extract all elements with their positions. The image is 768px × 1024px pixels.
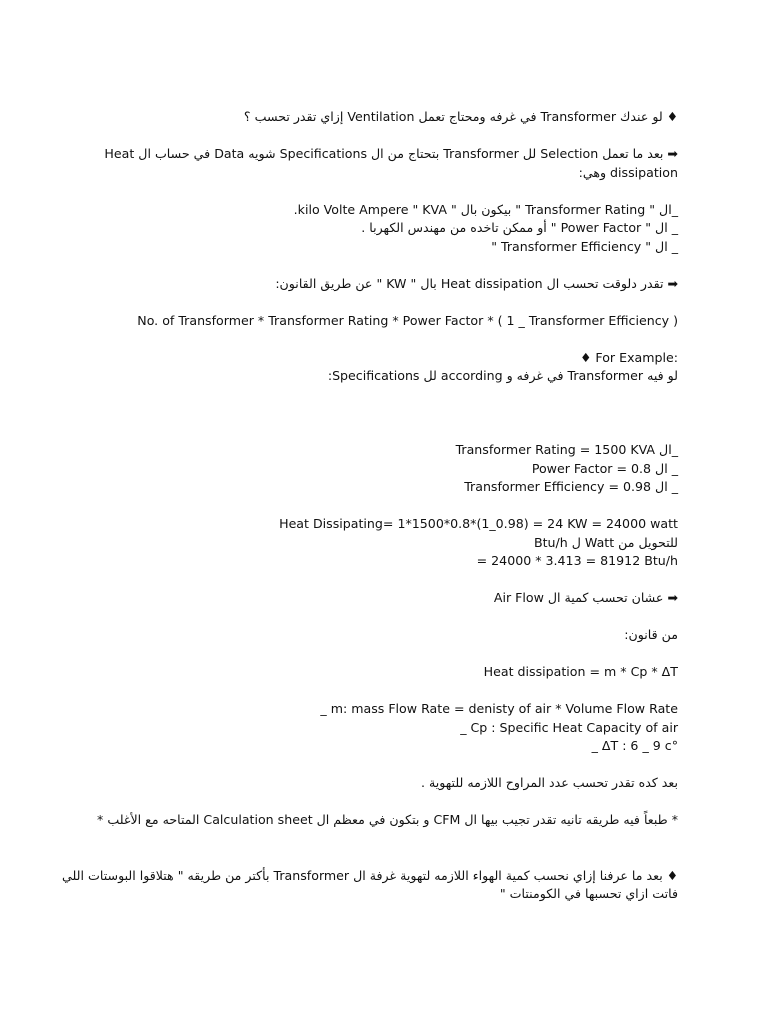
- question-line: ♦ لو عندك Transformer في غرفه ومحتاج تعمل Ventilation إزاي تقدر تحسب ؟: [243, 109, 678, 124]
- heat-dissipation-intro: ➡ تقدر دلوقت تحسب ال Heat dissipation بال " KW " عن طريق القانون:: [275, 275, 678, 291]
- definition-mass-flow: _ m: mass Flow Rate = denisty of air * Volume Flow Rate: [320, 701, 678, 716]
- bullet-transformer-rating: _ال " Transformer Rating " بيكون بال " kilo Volte Ampere " KVA.: [293, 201, 678, 217]
- heat-dissipating-calculation: Heat Dissipating= 1*1500*0.8*(1_0.98) = 24 KW = 24000 watt: [279, 516, 678, 531]
- airflow-formula: Heat dissipation = m * Cp * ΔT: [483, 664, 678, 679]
- definition-delta-t: _ ΔT : 6 _ 9 c°: [591, 738, 678, 753]
- example-power-factor-value: _ ال Power Factor = 0.8: [531, 460, 678, 476]
- from-law-label: من قانون:: [624, 627, 678, 642]
- document-body: [60, 108, 678, 904]
- btu-result: = 24000 * 3.413 = 81912 Btu/h: [476, 553, 678, 568]
- example-efficiency-value: _ ال Transformer Efficiency = 0.98: [464, 479, 678, 494]
- bullet-power-factor: _ ال " Power Factor " أو ممكن تاخده من مهندس الكهربا .: [361, 220, 678, 235]
- cfm-note: * طبعاً فيه طريقه تانيه تقدر تجيب بيها ال CFM و بتكون في معظم ال Calculation sheet المتاحه مع الأغلب *: [97, 812, 678, 827]
- selection-paragraph: ➡ بعد ما تعمل Selection لل Transformer بتحتاج من ال Specifications شويه Data في حساب ال Heat dissipation وهي:: [100, 146, 678, 180]
- example-description: لو فيه Transformer في غرفه و according لل Specifications:: [327, 368, 678, 383]
- heat-dissipation-formula: No. of Transformer * Transformer Rating * Power Factor * ( 1 _ Transformer Efficiency ): [137, 312, 678, 328]
- example-rating-value: _ال Transformer Rating = 1500 KVA: [455, 442, 678, 457]
- example-title: ♦ For Example:: [580, 349, 678, 365]
- definition-cp: _ Cp : Specific Heat Capacity of air: [460, 719, 678, 735]
- closing-paragraph: ♦ بعد ما عرفنا إزاي نحسب كمية الهواء اللازمه لتهوية غرفة ال Transformer بأكتر من طريقه " هتلاقوا البوستات اللي فاتت ازاي تحسبها في الكومنتات ": [58, 867, 678, 901]
- bullet-transformer-efficiency: _ ال " Transformer Efficiency ": [491, 238, 678, 254]
- unit-conversion-note: للتحويل من Watt ل Btu/h: [533, 534, 678, 550]
- fans-count-note: بعد كده تقدر تحسب عدد المراوح اللازمه للتهوية .: [420, 775, 678, 790]
- air-flow-heading: ➡ عشان تحسب كمية ال Air Flow: [493, 590, 678, 605]
